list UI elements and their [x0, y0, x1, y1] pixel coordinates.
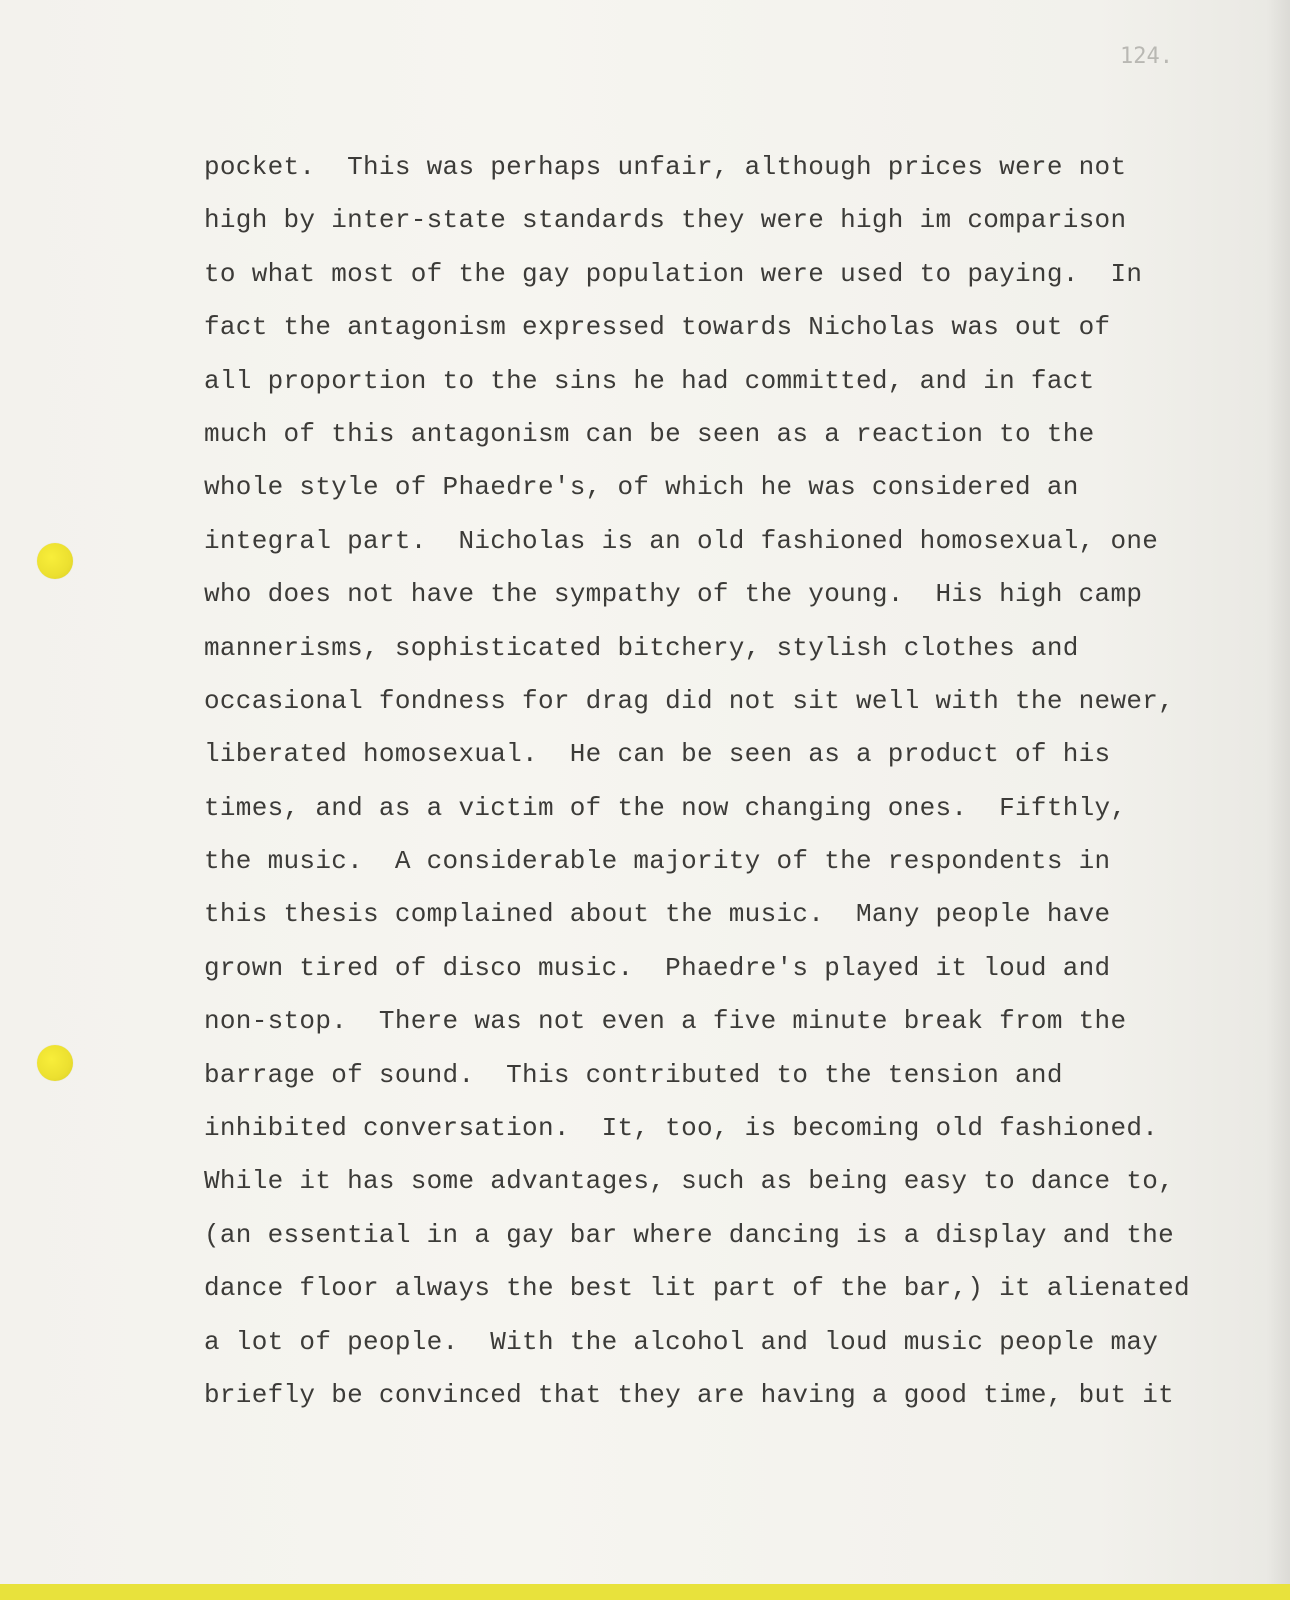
text-line: mannerisms, sophisticated bitchery, stylish clothes and	[204, 632, 1079, 663]
text-line: grown tired of disco music. Phaedre's played it loud and	[204, 952, 1111, 983]
text-line: a lot of people. With the alcohol and loud music people may	[204, 1326, 1159, 1357]
text-line: (an essential in a gay bar where dancing is a display and the	[204, 1219, 1175, 1250]
text-line: high by inter-state standards they were high im comparison	[204, 205, 1127, 236]
text-line: pocket. This was perhaps unfair, although prices were not	[204, 152, 1127, 182]
text-line: fact the antagonism expressed towards Nicholas was out of	[204, 312, 1111, 343]
text-line: non-stop. There was not even a five minute break from the	[204, 1006, 1127, 1037]
text-line: barrage of sound. This contributed to the tension and	[204, 1059, 1063, 1090]
text-line: While it has some advantages, such as being easy to dance to,	[204, 1166, 1175, 1197]
yellow-binding-strip	[0, 1584, 1290, 1600]
text-line: integral part. Nicholas is an old fashioned homosexual, one	[204, 525, 1159, 556]
text-line: times, and as a victim of the now changing ones. Fifthly,	[204, 792, 1127, 823]
text-line: to what most of the gay population were used to paying. In	[204, 258, 1143, 289]
binder-hole-bottom	[37, 1045, 73, 1081]
text-line: who does not have the sympathy of the young. His high camp	[204, 579, 1143, 610]
body-text	[204, 141, 1204, 1422]
text-line: much of this antagonism can be seen as a reaction to the	[204, 418, 1095, 449]
text-line: this thesis complained about the music. Many people have	[204, 899, 1111, 930]
text-line: briefly be convinced that they are having a good time, but it	[204, 1379, 1175, 1410]
text-line: all proportion to the sins he had committed, and in fact	[204, 365, 1095, 396]
binder-hole-top	[37, 543, 73, 579]
text-line: inhibited conversation. It, too, is becoming old fashioned.	[204, 1113, 1159, 1144]
text-line: whole style of Phaedre's, of which he was considered an	[204, 472, 1079, 503]
page-edge-shadow	[1266, 0, 1290, 1600]
text-line: liberated homosexual. He can be seen as a product of his	[204, 739, 1111, 770]
text-line: occasional fondness for drag did not sit well with the newer,	[204, 685, 1175, 716]
page-number: 124.	[1120, 44, 1173, 69]
text-line: the music. A considerable majority of the respondents in	[204, 846, 1111, 877]
text-line: dance floor always the best lit part of the bar,) it alienated	[204, 1273, 1190, 1304]
